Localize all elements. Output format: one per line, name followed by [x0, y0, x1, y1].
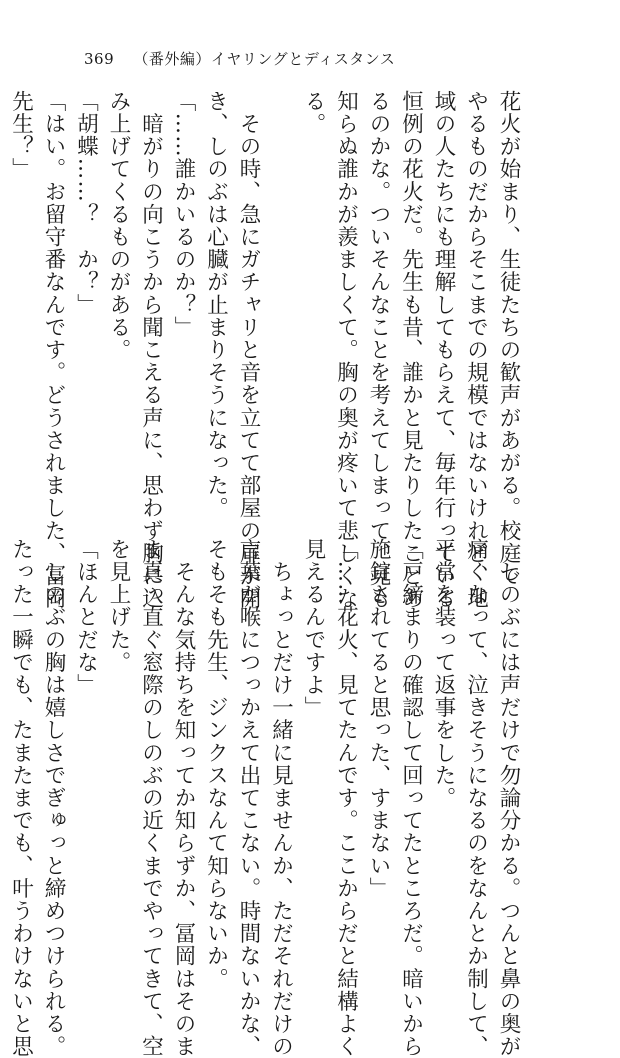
- text-line: 施錠されてると思った、すまない」: [366, 538, 391, 900]
- text-line: 知らぬ誰かが羨ましくて。胸の奥が疼いて悲しくな: [333, 90, 359, 610]
- text-line: そもそも先生、ジンクスなんて知らないか。: [203, 538, 229, 990]
- text-line: そんな気持ちを知ってか知らずか、冨岡はそのま: [171, 538, 196, 1058]
- text-line: やるものだからそこまでの規模ではないけれど、地: [463, 90, 489, 610]
- text-line: 先生？」: [8, 90, 34, 181]
- text-line: しのぶには声だけで勿論分かる。つんと鼻の奥が: [496, 538, 521, 1058]
- text-line: [264, 90, 297, 508]
- text-line: 花火が始まり、生徒たちの歓声があがる。校庭で: [496, 90, 521, 588]
- page-number: 369: [84, 50, 115, 68]
- running-title: （番外編）イヤリングとディスタンス: [133, 50, 396, 68]
- text-line: 恒例の花火だ。先生も昔、誰かと見たりしたことあ: [398, 90, 424, 610]
- text-line: 見えるんですよ」: [301, 538, 326, 719]
- text-line: しのぶの胸は嬉しさでぎゅっと締めつけられる。: [41, 538, 66, 1058]
- text-line: ちょっとだけ一緒に見ませんか、ただそれだけの: [268, 538, 294, 1058]
- text-line: 「……誰かいるのか？」: [171, 90, 196, 339]
- text-line: 暗がりの向こうから聞こえる声に、思わず胸に込: [138, 90, 164, 610]
- text-line: る。: [301, 90, 326, 136]
- page-header: [84, 48, 395, 69]
- text-line: 平常を装って返事をした。: [431, 538, 456, 810]
- text-line: 「胡蝶……？ か？」: [73, 90, 99, 316]
- text-line: み上げてくるものがある。: [106, 90, 131, 362]
- text-line: 痛くなって、泣きそうになるのをなんとか制して、: [463, 538, 489, 1058]
- text-line: るのかな。ついそんなことを考えてしまって、見も: [366, 90, 391, 610]
- text-line: き、しのぶは心臓が止まりそうになった。: [203, 90, 229, 520]
- text-line: を見上げた。: [106, 538, 131, 674]
- text-line: 「はい。お留守番なんです。どうされました、冨岡: [41, 90, 66, 610]
- text-line: 域の人たちにも理解してもらえて、毎年行っている: [431, 90, 456, 610]
- text-line: ま真っ直ぐ窓際のしのぶの近くまでやってきて、空: [138, 538, 164, 1058]
- text-column-bottom: [8, 538, 524, 1058]
- text-line: その時、急にガチャリと音を立てて部屋の扉が開: [236, 90, 261, 610]
- text-line: 言葉が喉につっかえて出てこない。時間ないかな、: [236, 538, 261, 1058]
- text-line: 「戸締まりの確認して回ってたところだ。暗いから: [398, 538, 424, 1058]
- text-line: たった一瞬でも、たまたまでも、叶うわけないと思: [8, 538, 34, 1058]
- text-line: 「……花火、見てたんです。ここからだと結構よく: [333, 538, 359, 1058]
- text-line: 「ほんとだな」: [73, 538, 99, 697]
